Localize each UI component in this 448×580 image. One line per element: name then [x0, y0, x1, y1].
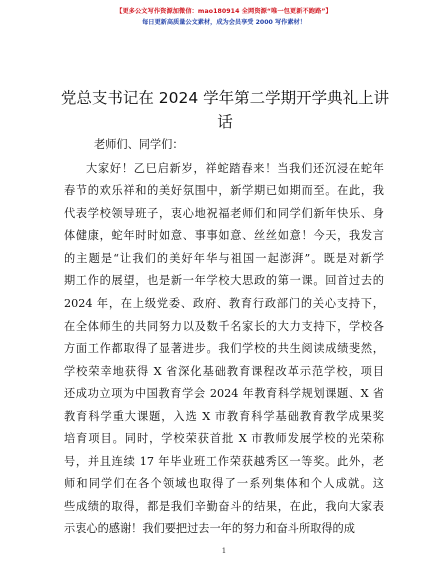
- body-line: 春节的欢乐祥和的美好氛围中，新学期已如期而至。在此，我: [64, 184, 384, 197]
- body-line: 在全体师生的共同努力以及数千名家长的大力支持下，学校各: [64, 320, 384, 333]
- body-line: 还成功立项为中国教育学会 2024 年教育科学规划课题、X 省: [64, 387, 384, 400]
- body-line: 体健康，蛇年时时如意、事事如意、丝丝如意！今天，我发言: [64, 229, 384, 242]
- body-line: 师和同学们在各个领域也取得了一系列集体和个人成就。这: [64, 477, 384, 490]
- body-line: 教育科学重大课题，入选 X 市教育科学基础教育教学成果奖: [64, 410, 384, 423]
- body-line: 2024 年，在上级党委、政府、教育行政部门的关心支持下，: [64, 297, 384, 310]
- promo-banner-line-1: 【更多公文写作资源加微信：mao180914 全网资源“唯一包更新不跑路”】: [116, 8, 332, 15]
- body-line: 些成绩的取得，都是我们辛勤奋斗的结果，在此，我向大家表: [64, 500, 384, 513]
- body-line: 示衷心的感谢！我们要把过去一年的努力和奋斗所取得的成: [64, 522, 355, 535]
- body-line: 方面工作都取得了显著进步。我们学校的共生阅读成绩斐然，: [64, 342, 384, 355]
- body-line: 大家好！乙巳启新岁，祥蛇踏春来！当我们还沉浸在蛇年: [86, 162, 384, 175]
- body-line: 的主题是“让我们的美好年华与祖国一起澎湃”。既是对新学: [64, 252, 384, 265]
- document-title: 党总支书记在 2024 学年第二学期开学典礼上讲话: [60, 89, 390, 131]
- body-line: 培育项目。同时，学校荣获首批 X 市教师发展学校的光荣称: [64, 432, 384, 445]
- body-line: 号，并且连续 17 年毕业班工作荣获越秀区一等奖。此外，老: [64, 455, 384, 468]
- page-number: 1: [221, 547, 227, 555]
- body-line: 学校荣幸地获得 X 省深化基础教育课程改革示范学校，项目: [64, 365, 384, 378]
- body-line: 代表学校领导班子，衷心地祝福老师们和同学们新年快乐、身: [64, 207, 384, 220]
- salutation: 老师们、同学们：: [94, 138, 184, 151]
- body-line: 期工作的展望，也是新一年学校大思政的第一课。回首过去的: [64, 274, 384, 287]
- promo-banner-line-2: 每日更新高质量公文素材，成为会员享受 2000 写作素材！: [142, 19, 306, 26]
